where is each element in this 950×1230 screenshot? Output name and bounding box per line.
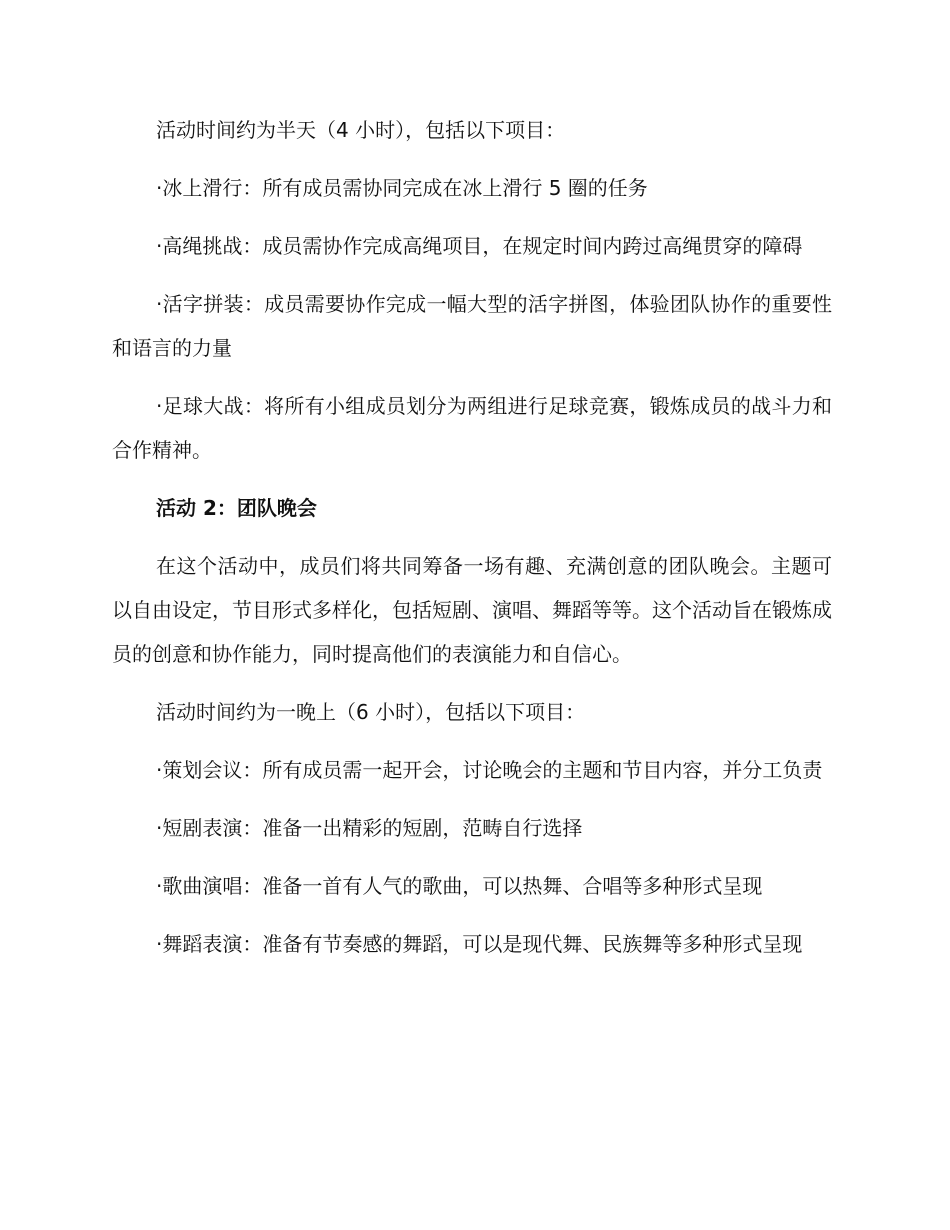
bullet-item-high-rope: [112, 224, 832, 268]
bullet-item-puzzle: [112, 282, 832, 370]
bullet-text: 活字拼装：成员需要协作完成一幅大型的活字拼图，体验团队协作的重要性和语言的力量: [112, 292, 832, 360]
bullet-dot-icon: ·: [156, 176, 163, 200]
bullet-item-singing: [112, 864, 832, 908]
bullet-dot-icon: ·: [156, 234, 163, 258]
heading-text: 活动 2：团队晚会: [156, 496, 317, 520]
bullet-text: 歌曲演唱：准备一首有人气的歌曲，可以热舞、合唱等多种形式呈现: [162, 874, 763, 898]
bullet-dot-icon: ·: [156, 292, 163, 316]
document-body: [112, 108, 832, 980]
bullet-text: 舞蹈表演：准备有节奏感的舞蹈，可以是现代舞、民族舞等多种形式呈现: [162, 932, 803, 956]
paragraph-duration-evening: [112, 690, 832, 734]
bullet-item-football: [112, 384, 832, 472]
paragraph-activity-2-description: [112, 544, 832, 676]
paragraph-duration-halfday: [112, 108, 832, 152]
bullet-text: 策划会议：所有成员需一起开会，讨论晚会的主题和节目内容，并分工负责: [162, 758, 823, 782]
bullet-dot-icon: ·: [156, 758, 163, 782]
paragraph-text: 活动时间约为半天（4 小时），包括以下项目：: [156, 118, 566, 142]
bullet-item-skit: [112, 806, 832, 850]
bullet-dot-icon: ·: [156, 874, 163, 898]
bullet-text: 冰上滑行：所有成员需协同完成在冰上滑行 5 圈的任务: [162, 176, 648, 200]
bullet-item-ice-skating: [112, 166, 832, 210]
bullet-text: 短剧表演：准备一出精彩的短剧，范畴自行选择: [162, 816, 583, 840]
bullet-dot-icon: ·: [156, 932, 163, 956]
bullet-item-planning-meeting: [112, 748, 832, 792]
bullet-dot-icon: ·: [156, 394, 163, 418]
bullet-text: 足球大战：将所有小组成员划分为两组进行足球竞赛，锻炼成员的战斗力和合作精神。: [112, 394, 832, 462]
paragraph-text: 在这个活动中，成员们将共同筹备一场有趣、充满创意的团队晚会。主题可以自由设定，节目形式多样化，包括短剧、演唱、舞蹈等等。这个活动旨在锻炼成员的创意和协作能力，同时提高他们的表演能力和自信心。: [112, 554, 832, 666]
bullet-text: 高绳挑战：成员需协作完成高绳项目，在规定时间内跨过高绳贯穿的障碍: [162, 234, 803, 258]
bullet-dot-icon: ·: [156, 816, 163, 840]
bullet-item-dance: [112, 922, 832, 966]
paragraph-text: 活动时间约为一晚上（6 小时），包括以下项目：: [156, 700, 586, 724]
section-heading-activity-2: [112, 486, 832, 530]
